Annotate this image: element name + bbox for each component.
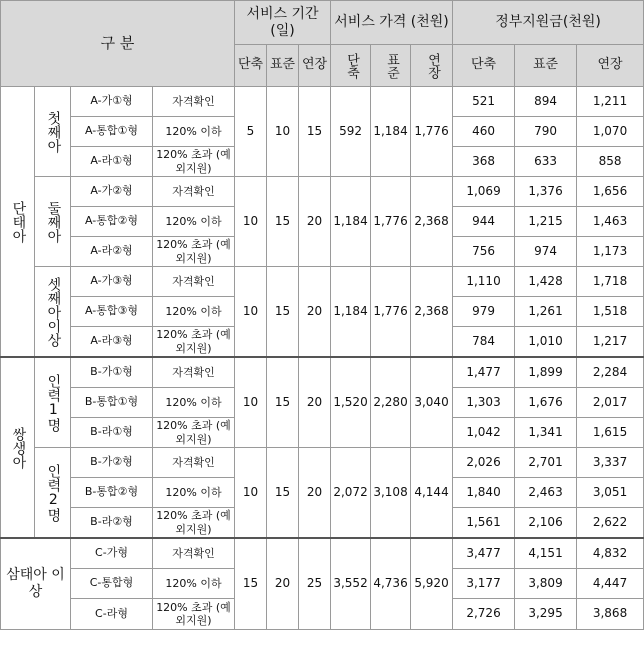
service-price: 1,184	[371, 87, 411, 177]
subsidy-value: 1,840	[453, 478, 515, 508]
service-price: 4,144	[411, 448, 453, 539]
table-header	[1, 1, 644, 87]
subsidy-value: 2,463	[515, 478, 577, 508]
header-period-standard: 표준	[267, 45, 299, 87]
subsidy-value: 1,463	[577, 207, 644, 237]
subsidy-value: 979	[453, 297, 515, 327]
service-type: B-통합②형	[71, 478, 153, 508]
subsidy-value: 460	[453, 117, 515, 147]
subsidy-value: 2,106	[515, 508, 577, 539]
service-days: 5	[235, 87, 267, 177]
subsidy-value: 2,701	[515, 448, 577, 478]
header-category: 구 분	[1, 1, 235, 87]
section-title: 삼태아 이상	[1, 538, 71, 630]
service-days: 15	[299, 87, 331, 177]
eligibility: 120% 초과 (예외지원)	[153, 327, 235, 358]
eligibility: 120% 이하	[153, 117, 235, 147]
service-days: 15	[267, 357, 299, 448]
service-price: 1,184	[331, 177, 371, 267]
subsidy-value: 4,832	[577, 538, 644, 569]
subsidy-value: 1,211	[577, 87, 644, 117]
service-days: 20	[299, 448, 331, 539]
header-subsidy-short: 단축	[453, 45, 515, 87]
subsidy-value: 1,261	[515, 297, 577, 327]
subsidy-value: 1,477	[453, 357, 515, 388]
service-days: 20	[299, 267, 331, 358]
service-type: A-라②형	[71, 237, 153, 267]
section-title: 단태아	[1, 87, 35, 358]
table-row	[1, 87, 644, 117]
table-row	[1, 357, 644, 388]
eligibility: 자격확인	[153, 448, 235, 478]
subsidy-value: 790	[515, 117, 577, 147]
subsidy-value: 1,070	[577, 117, 644, 147]
eligibility: 자격확인	[153, 267, 235, 297]
subsidy-value: 1,069	[453, 177, 515, 207]
service-days: 15	[235, 538, 267, 630]
subsidy-value: 1,217	[577, 327, 644, 358]
service-price: 592	[331, 87, 371, 177]
subsidy-value: 1,518	[577, 297, 644, 327]
header-price-extended: 연장	[411, 45, 453, 87]
header-service-price: 서비스 가격 (천원)	[331, 1, 453, 45]
service-days: 10	[235, 357, 267, 448]
subsidy-value: 1,173	[577, 237, 644, 267]
subsidy-value: 2,017	[577, 388, 644, 418]
table-body	[1, 87, 644, 630]
eligibility: 120% 초과 (예외지원)	[153, 237, 235, 267]
service-price: 3,108	[371, 448, 411, 539]
eligibility: 120% 이하	[153, 207, 235, 237]
subsidy-value: 4,151	[515, 538, 577, 569]
service-type: B-가②형	[71, 448, 153, 478]
service-price: 5,920	[411, 538, 453, 630]
service-price: 3,552	[331, 538, 371, 630]
subsidy-value: 1,341	[515, 418, 577, 448]
eligibility: 120% 초과 (예외지원)	[153, 418, 235, 448]
table-row	[1, 538, 644, 569]
service-type: A-가①형	[71, 87, 153, 117]
eligibility: 120% 이하	[153, 478, 235, 508]
service-type: B-라①형	[71, 418, 153, 448]
eligibility: 자격확인	[153, 177, 235, 207]
subsidy-value: 3,177	[453, 569, 515, 599]
eligibility: 120% 초과 (예외지원)	[153, 599, 235, 630]
subsidy-value: 3,809	[515, 569, 577, 599]
header-price-standard: 표준	[371, 45, 411, 87]
group-label: 첫째아	[35, 87, 71, 177]
service-type: B-통합①형	[71, 388, 153, 418]
service-type: B-가①형	[71, 357, 153, 388]
group-label: 둘째아	[35, 177, 71, 267]
service-days: 20	[267, 538, 299, 630]
subsidy-value: 1,656	[577, 177, 644, 207]
service-type: C-가형	[71, 538, 153, 569]
subsidy-value: 368	[453, 147, 515, 177]
service-price: 1,776	[411, 87, 453, 177]
service-days: 10	[235, 448, 267, 539]
service-days: 15	[267, 448, 299, 539]
service-price: 1,776	[371, 267, 411, 358]
service-type: A-통합①형	[71, 117, 153, 147]
subsidy-value: 1,615	[577, 418, 644, 448]
header-subsidy-extended: 연장	[577, 45, 644, 87]
subsidy-value: 1,561	[453, 508, 515, 539]
subsidy-value: 974	[515, 237, 577, 267]
service-price: 2,072	[331, 448, 371, 539]
group-label: 셋째아이상	[35, 267, 71, 358]
subsidy-value: 3,337	[577, 448, 644, 478]
eligibility: 자격확인	[153, 87, 235, 117]
subsidy-value: 2,622	[577, 508, 644, 539]
subsidy-value: 2,284	[577, 357, 644, 388]
subsidy-value: 1,376	[515, 177, 577, 207]
subsidy-value: 4,447	[577, 569, 644, 599]
service-price: 1,520	[331, 357, 371, 448]
subsidy-value: 1,428	[515, 267, 577, 297]
subsidy-value: 1,215	[515, 207, 577, 237]
eligibility: 120% 초과 (예외지원)	[153, 147, 235, 177]
header-period-extended: 연장	[299, 45, 331, 87]
header-price-short: 단축	[331, 45, 371, 87]
table-row	[1, 177, 644, 207]
service-type: A-가②형	[71, 177, 153, 207]
subsidy-value: 1,899	[515, 357, 577, 388]
subsidy-value: 1,303	[453, 388, 515, 418]
group-label: 인력1명	[35, 357, 71, 448]
service-price: 2,368	[411, 267, 453, 358]
service-type: A-라③형	[71, 327, 153, 358]
service-days: 15	[267, 267, 299, 358]
subsidy-value: 756	[453, 237, 515, 267]
subsidy-value: 1,110	[453, 267, 515, 297]
eligibility: 120% 초과 (예외지원)	[153, 508, 235, 539]
eligibility: 자격확인	[153, 538, 235, 569]
subsidy-value: 1,010	[515, 327, 577, 358]
subsidy-value: 1,676	[515, 388, 577, 418]
subsidy-value: 894	[515, 87, 577, 117]
eligibility: 120% 이하	[153, 388, 235, 418]
service-days: 10	[267, 87, 299, 177]
header-gov-subsidy: 정부지원금(천원)	[453, 1, 644, 45]
service-type: B-라②형	[71, 508, 153, 539]
service-price: 2,280	[371, 357, 411, 448]
service-price: 1,776	[371, 177, 411, 267]
service-days: 20	[299, 357, 331, 448]
header-subsidy-standard: 표준	[515, 45, 577, 87]
group-label: 인력2명	[35, 448, 71, 539]
subsidy-value: 858	[577, 147, 644, 177]
subsidy-value: 2,026	[453, 448, 515, 478]
service-type: A-통합③형	[71, 297, 153, 327]
eligibility: 120% 이하	[153, 569, 235, 599]
subsidy-value: 3,477	[453, 538, 515, 569]
service-days: 10	[235, 267, 267, 358]
section-title: 쌍생아	[1, 357, 35, 538]
table-row	[1, 267, 644, 297]
service-days: 15	[267, 177, 299, 267]
service-price: 1,184	[331, 267, 371, 358]
service-price: 4,736	[371, 538, 411, 630]
subsidy-value: 784	[453, 327, 515, 358]
service-type: A-가③형	[71, 267, 153, 297]
subsidy-value: 944	[453, 207, 515, 237]
subsidy-value: 3,295	[515, 599, 577, 630]
service-price: 3,040	[411, 357, 453, 448]
subsidy-value: 3,051	[577, 478, 644, 508]
subsidy-value: 3,868	[577, 599, 644, 630]
table-row	[1, 448, 644, 478]
eligibility: 120% 이하	[153, 297, 235, 327]
subsidy-value: 521	[453, 87, 515, 117]
service-type: A-라①형	[71, 147, 153, 177]
service-type: C-통합형	[71, 569, 153, 599]
header-period-short: 단축	[235, 45, 267, 87]
subsidy-value: 633	[515, 147, 577, 177]
service-type: C-라형	[71, 599, 153, 630]
header-service-period: 서비스 기간(일)	[235, 1, 331, 45]
subsidy-value: 2,726	[453, 599, 515, 630]
service-days: 20	[299, 177, 331, 267]
service-price: 2,368	[411, 177, 453, 267]
subsidy-value: 1,042	[453, 418, 515, 448]
eligibility: 자격확인	[153, 357, 235, 388]
service-days: 10	[235, 177, 267, 267]
service-type: A-통합②형	[71, 207, 153, 237]
subsidy-value: 1,718	[577, 267, 644, 297]
service-days: 25	[299, 538, 331, 630]
